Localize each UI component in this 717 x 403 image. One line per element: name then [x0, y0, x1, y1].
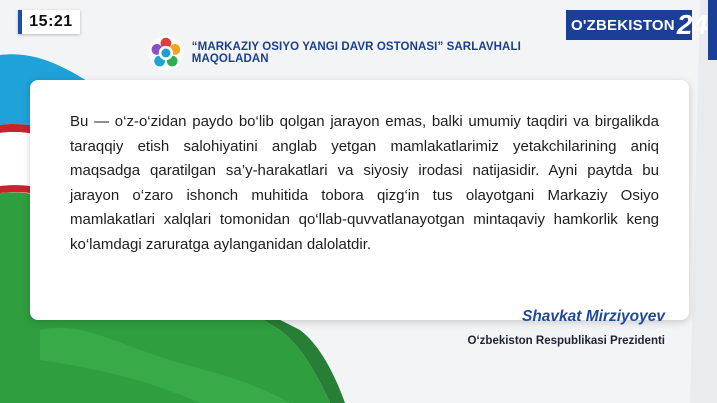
quote-card: [30, 80, 689, 320]
quote-text: Bu — o‘z-o‘zidan paydo bo‘lib qolgan jarayon emas, balki umumiy taqdiri va birgalikda taraqqiy etish salohiyatini anglab yetgan mamlakatlarimiz yetakchilarining aniq maqsadga qaratilgan sa’y-harakatlari va siyosiy irodasi natijasidir. Ayni paytda bu jarayon o‘zaro ishonch muhitida tobora qizg‘in tus olayotgani Markaziy Osiyo mamlakatlari xalqlari tomonidan qo‘llab-quvvatlanayotgan mintaqaviy hamkorlik keng ko‘lamdagi zaruratga aylanganidan dalolatdir.: [70, 113, 659, 253]
author-block: [468, 308, 665, 347]
channel-logo-number: 24: [676, 9, 708, 40]
header: [148, 33, 558, 73]
summit-emblem-icon: [148, 33, 184, 73]
author-role: O‘zbekiston Respublikasi Prezidenti: [467, 335, 665, 347]
header-title: “MARKAZIY OSIYO YANGI DAVR OSTONASI” SARLAVHALI MAQOLADAN: [191, 41, 521, 65]
clock: [18, 10, 80, 34]
channel-logo: [566, 9, 708, 40]
author-name: Shavkat Mirziyoyev: [521, 308, 665, 325]
clock-time: 15:21: [29, 13, 73, 30]
channel-logo-text: O'ZBEKISTON: [571, 16, 675, 34]
